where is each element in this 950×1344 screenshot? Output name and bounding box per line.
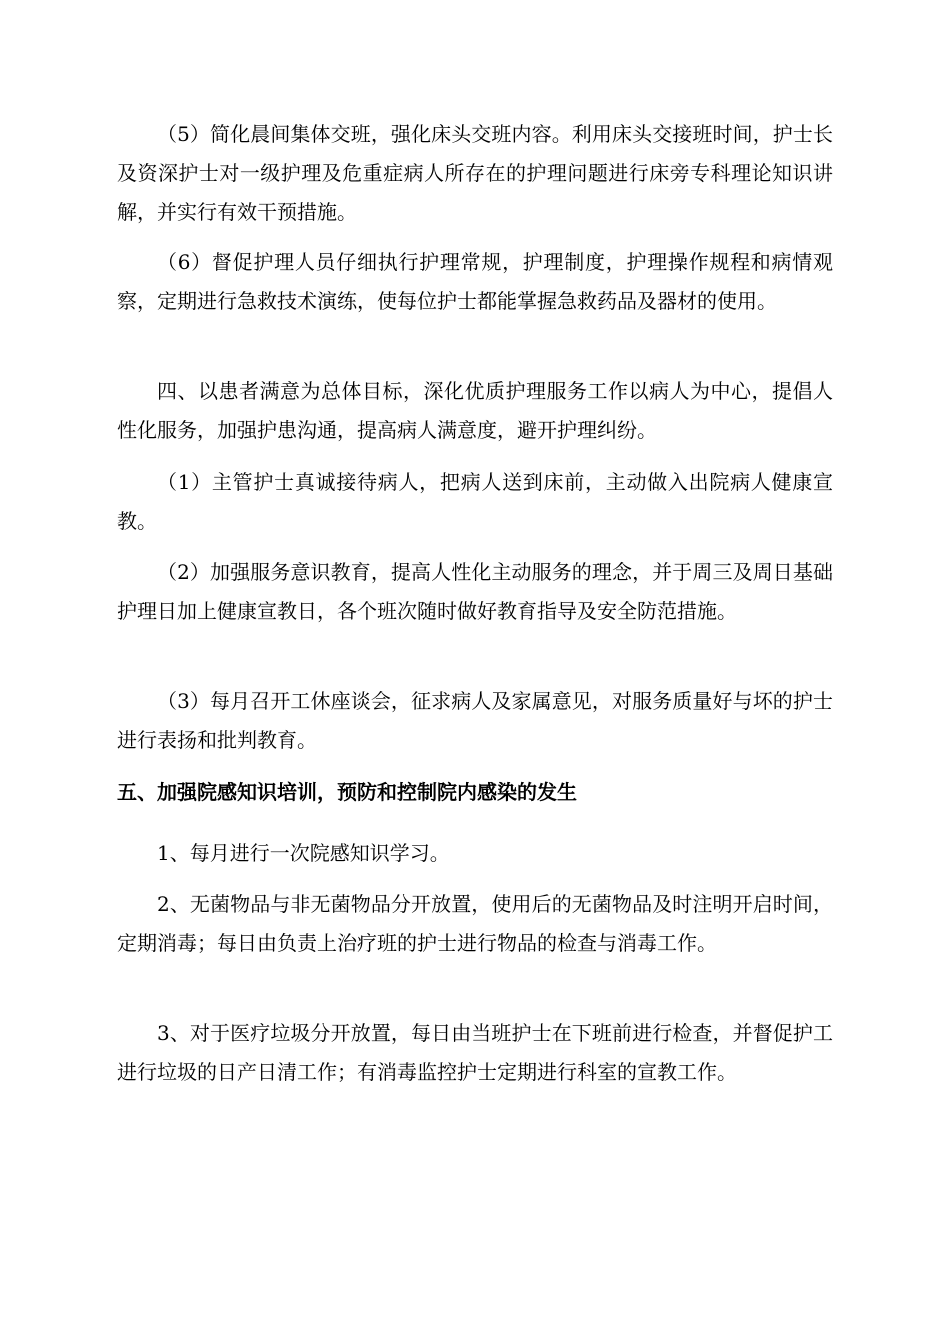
paragraph-section-four: 四、以患者满意为总体目标，深化优质护理服务工作以病人为中心，提倡人性化服务，加强护患沟通，提高病人满意度，避开护理纠纷。 xyxy=(117,379,833,442)
section-heading-five: 五、加强院感知识培训，预防和控制院内感染的发生 xyxy=(117,780,577,804)
paragraph-step-2: 2、无菌物品与非无菌物品分开放置，使用后的无菌物品及时注明开启时间，定期消毒；每日由负责上治疗班的护士进行物品的检查与消毒工作。 xyxy=(117,892,833,955)
paragraph-item-2: （2）加强服务意识教育，提高人性化主动服务的理念，并于周三及周日基础护理日加上健康宣教日，各个班次随时做好教育指导及安全防范措施。 xyxy=(117,560,833,623)
paragraph-item-5: （5）简化晨间集体交班，强化床头交班内容。利用床头交接班时间，护士长及资深护士对一级护理及危重症病人所存在的护理问题进行床旁专科理论知识讲解，并实行有效干预措施。 xyxy=(117,122,833,224)
paragraph-item-6: （6）督促护理人员仔细执行护理常规，护理制度，护理操作规程和病情观察，定期进行急救技术演练，使每位护士都能掌握急救药品及器材的使用。 xyxy=(117,250,833,313)
paragraph-item-3: （3）每月召开工休座谈会，征求病人及家属意见，对服务质量好与坏的护士进行表扬和批判教育。 xyxy=(117,689,833,752)
paragraph-step-3: 3、对于医疗垃圾分开放置，每日由当班护士在下班前进行检查，并督促护工进行垃圾的日产日清工作；有消毒监控护士定期进行科室的宣教工作。 xyxy=(117,1021,833,1084)
paragraph-item-1: （1）主管护士真诚接待病人，把病人送到床前，主动做入出院病人健康宣教。 xyxy=(117,470,833,533)
paragraph-step-1: 1、每月进行一次院感知识学习。 xyxy=(157,841,450,865)
